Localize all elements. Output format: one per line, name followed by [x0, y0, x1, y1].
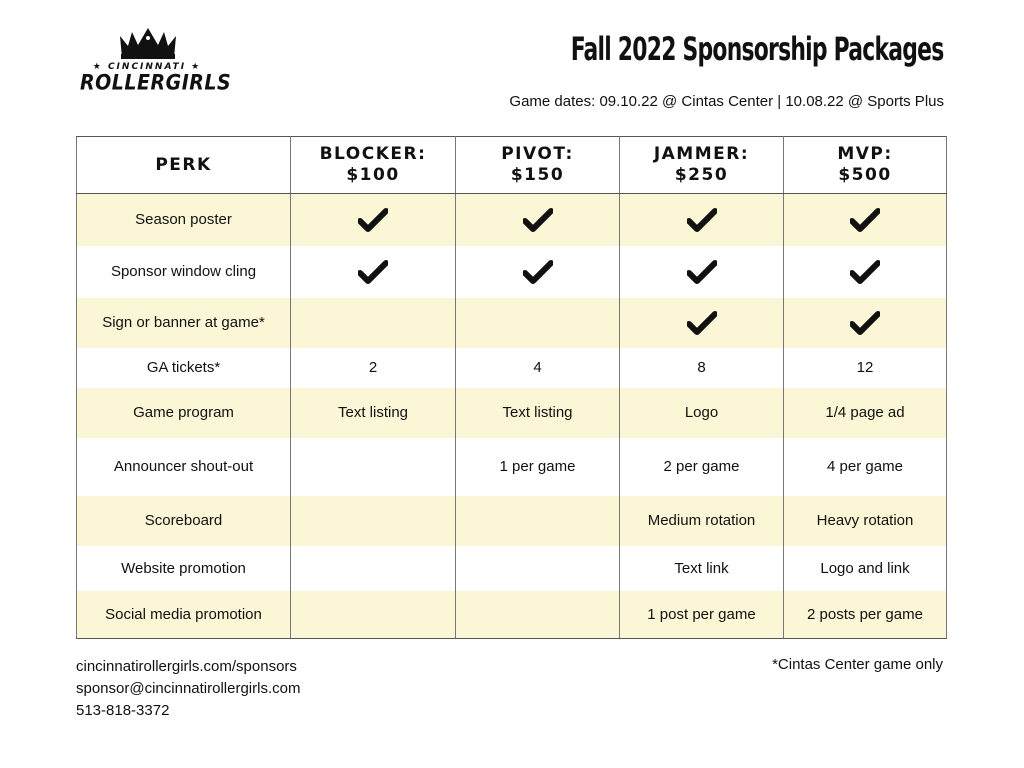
- header-line1: BLOCKER:: [319, 144, 427, 164]
- cell-value: Text listing: [337, 404, 409, 421]
- phone-number: 513-818-3372: [76, 702, 170, 719]
- table-cell: [620, 194, 784, 246]
- table-cell: [784, 348, 947, 388]
- checkmark-icon: [358, 208, 388, 232]
- cell-value: 2 posts per game: [807, 605, 923, 623]
- table-row: [77, 546, 947, 591]
- table-cell: [291, 388, 456, 438]
- table-cell: [456, 348, 620, 388]
- page-title: Fall 2022 Sponsorship Packages: [571, 30, 944, 68]
- table-cell: [784, 591, 947, 639]
- table-cell: [784, 546, 947, 591]
- table-body: [77, 194, 947, 639]
- header-line2: $500: [838, 165, 892, 185]
- table-cell: [620, 546, 784, 591]
- table-cell: [291, 348, 456, 388]
- checkmark-icon: [687, 208, 717, 232]
- table-row: [77, 298, 947, 348]
- header-line1: PIVOT:: [501, 144, 574, 164]
- table-row: [77, 348, 947, 388]
- table-cell: [291, 591, 456, 639]
- checkmark-icon: [687, 260, 717, 284]
- table-cell: [456, 546, 620, 591]
- table-cell: [291, 194, 456, 246]
- checkmark-icon: [523, 208, 553, 232]
- perk-label: Scoreboard: [77, 496, 291, 546]
- perk-label: Website promotion: [77, 546, 291, 591]
- header-row: [77, 137, 947, 194]
- table-cell: [784, 194, 947, 246]
- game-dates: Game dates: 09.10.22 @ Cintas Center | 10.08.22 @ Sports Plus: [509, 93, 944, 110]
- table-cell: [784, 438, 947, 496]
- table-cell: [784, 496, 947, 546]
- cell-value: Logo and link: [820, 559, 910, 577]
- logo-name-text: ROLLERGIRLS: [80, 70, 232, 96]
- table-cell: [784, 298, 947, 348]
- table-cell: [620, 348, 784, 388]
- table-row: [77, 194, 947, 246]
- cell-value: Heavy rotation: [816, 512, 914, 529]
- perk-label: Sign or banner at game*: [77, 298, 291, 348]
- perk-label: Social media promotion: [77, 591, 291, 639]
- logo-city-text: ★ CINCINNATI ★: [92, 62, 202, 72]
- logo: [80, 28, 232, 98]
- table-cell: [620, 298, 784, 348]
- sponsorship-table: [76, 136, 947, 639]
- header-mvp: [784, 137, 947, 194]
- table-row: [77, 388, 947, 438]
- checkmark-icon: [687, 311, 717, 335]
- cell-value: Logo: [684, 404, 719, 421]
- table-cell: [620, 591, 784, 639]
- table-row: [77, 246, 947, 298]
- perk-label: Announcer shout-out: [77, 438, 291, 496]
- table-cell: [456, 298, 620, 348]
- cell-value: 1 per game: [499, 458, 576, 475]
- table-cell: [620, 388, 784, 438]
- contact-info: [76, 656, 300, 722]
- checkmark-icon: [358, 260, 388, 284]
- table-cell: [456, 591, 620, 639]
- cell-value: Text listing: [502, 404, 573, 421]
- cell-value: 1 post per game: [647, 605, 756, 623]
- header-jammer: [620, 137, 784, 194]
- table-row: [77, 438, 947, 496]
- cell-value: 1/4 page ad: [825, 404, 905, 421]
- table-cell: [456, 496, 620, 546]
- cell-value: 8: [697, 359, 706, 376]
- cell-value: 2 per game: [663, 458, 740, 475]
- cell-value: Text link: [674, 559, 729, 577]
- table-cell: [784, 388, 947, 438]
- table-cell: [456, 246, 620, 298]
- header-blocker: [291, 137, 456, 194]
- table-cell: [620, 438, 784, 496]
- footnote: *Cintas Center game only: [772, 656, 943, 673]
- table-cell: [291, 438, 456, 496]
- header-line1: JAMMER:: [653, 144, 750, 164]
- table-cell: [620, 246, 784, 298]
- perk-label: Season poster: [77, 194, 291, 246]
- table-cell: [456, 194, 620, 246]
- table-row: [77, 496, 947, 546]
- cell-value: 4 per game: [827, 458, 903, 475]
- perk-label: Sponsor window cling: [77, 246, 291, 298]
- header-line2: $150: [510, 165, 565, 185]
- table-cell: [291, 546, 456, 591]
- table-cell: [456, 438, 620, 496]
- table-cell: [291, 246, 456, 298]
- perk-label: Game program: [77, 388, 291, 438]
- checkmark-icon: [850, 208, 880, 232]
- checkmark-icon: [523, 260, 553, 284]
- table-row: [77, 591, 947, 639]
- header-line1: PERK: [155, 154, 212, 175]
- table-cell: [291, 496, 456, 546]
- header-line1: MVP:: [837, 144, 893, 164]
- cell-value: Medium rotation: [647, 512, 756, 529]
- header-line2: $250: [674, 165, 729, 185]
- header-pivot: [456, 137, 620, 194]
- header-perk: [77, 137, 291, 194]
- email-link[interactable]: sponsor@cincinnatirollergirls.com: [76, 680, 301, 697]
- table-cell: [291, 298, 456, 348]
- table-cell: [784, 246, 947, 298]
- website-link[interactable]: cincinnatirollergirls.com/sponsors: [76, 658, 297, 675]
- perk-label: GA tickets*: [77, 348, 291, 388]
- cell-value: 2: [368, 359, 378, 376]
- table-cell: [620, 496, 784, 546]
- cell-value: 4: [533, 359, 542, 376]
- checkmark-icon: [850, 260, 880, 284]
- header-line2: $100: [346, 165, 400, 185]
- table-cell: [456, 388, 620, 438]
- cell-value: 12: [856, 359, 874, 376]
- checkmark-icon: [850, 311, 880, 335]
- crown-icon: [118, 28, 178, 60]
